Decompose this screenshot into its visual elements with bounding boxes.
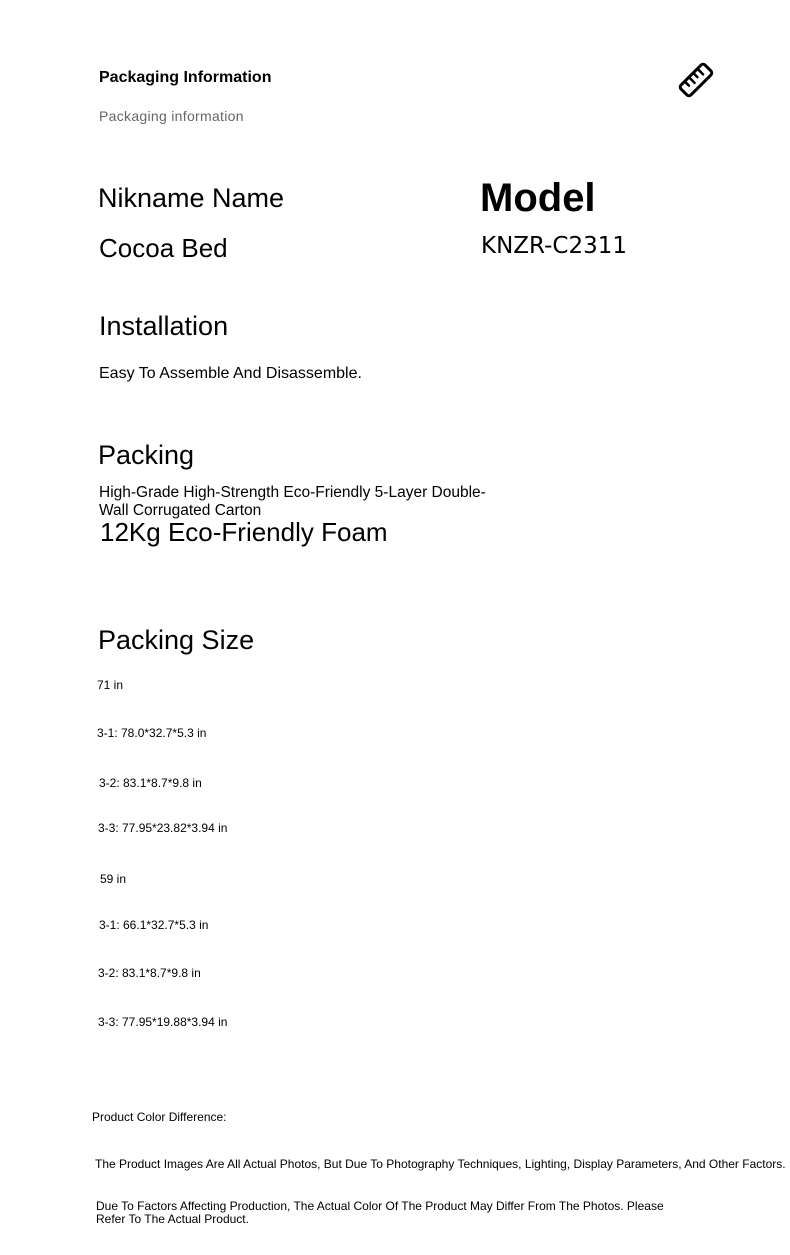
size-group-label: 59 in bbox=[100, 872, 127, 886]
model-label: Model bbox=[480, 176, 596, 220]
color-difference-text: Due To Factors Affecting Production, The Actual Color Of The Product May Differ From The Photos. Please Refer To The Actual Product. bbox=[96, 1199, 664, 1226]
size-item: 3-2: 83.1*8.7*9.8 in bbox=[98, 966, 201, 980]
ruler-icon bbox=[676, 60, 716, 100]
packing-carton-text: High-Grade High-Strength Eco-Friendly 5-Layer Double-Wall Corrugated Carton bbox=[99, 484, 486, 519]
color-difference-title: Product Color Difference: bbox=[92, 1110, 227, 1124]
packing-foam-text: 12Kg Eco-Friendly Foam bbox=[100, 517, 388, 547]
installation-text: Easy To Assemble And Disassemble. bbox=[99, 365, 362, 382]
size-group-label: 71 in bbox=[97, 678, 124, 692]
packing-size-title: Packing Size bbox=[98, 625, 255, 655]
size-item: 3-1: 66.1*32.7*5.3 in bbox=[99, 918, 209, 932]
packing-title: Packing bbox=[98, 440, 195, 470]
page-subtitle: Packaging information bbox=[99, 108, 244, 124]
model-value: KNZR-C2311 bbox=[481, 233, 627, 259]
size-item: 3-3: 77.95*23.82*3.94 in bbox=[98, 821, 228, 835]
nikname-value: Cocoa Bed bbox=[99, 233, 228, 263]
size-item: 3-2: 83.1*8.7*9.8 in bbox=[99, 776, 202, 790]
nikname-label: Nikname Name bbox=[98, 183, 285, 213]
size-item: 3-1: 78.0*32.7*5.3 in bbox=[97, 726, 207, 740]
page-title: Packaging Information bbox=[99, 69, 272, 86]
color-difference-text: The Product Images Are All Actual Photos, But Due To Photography Techniques, Lighting, Display Parameters, And Other Factors. bbox=[95, 1157, 786, 1171]
size-item: 3-3: 77.95*19.88*3.94 in bbox=[98, 1015, 228, 1029]
installation-title: Installation bbox=[99, 311, 229, 341]
